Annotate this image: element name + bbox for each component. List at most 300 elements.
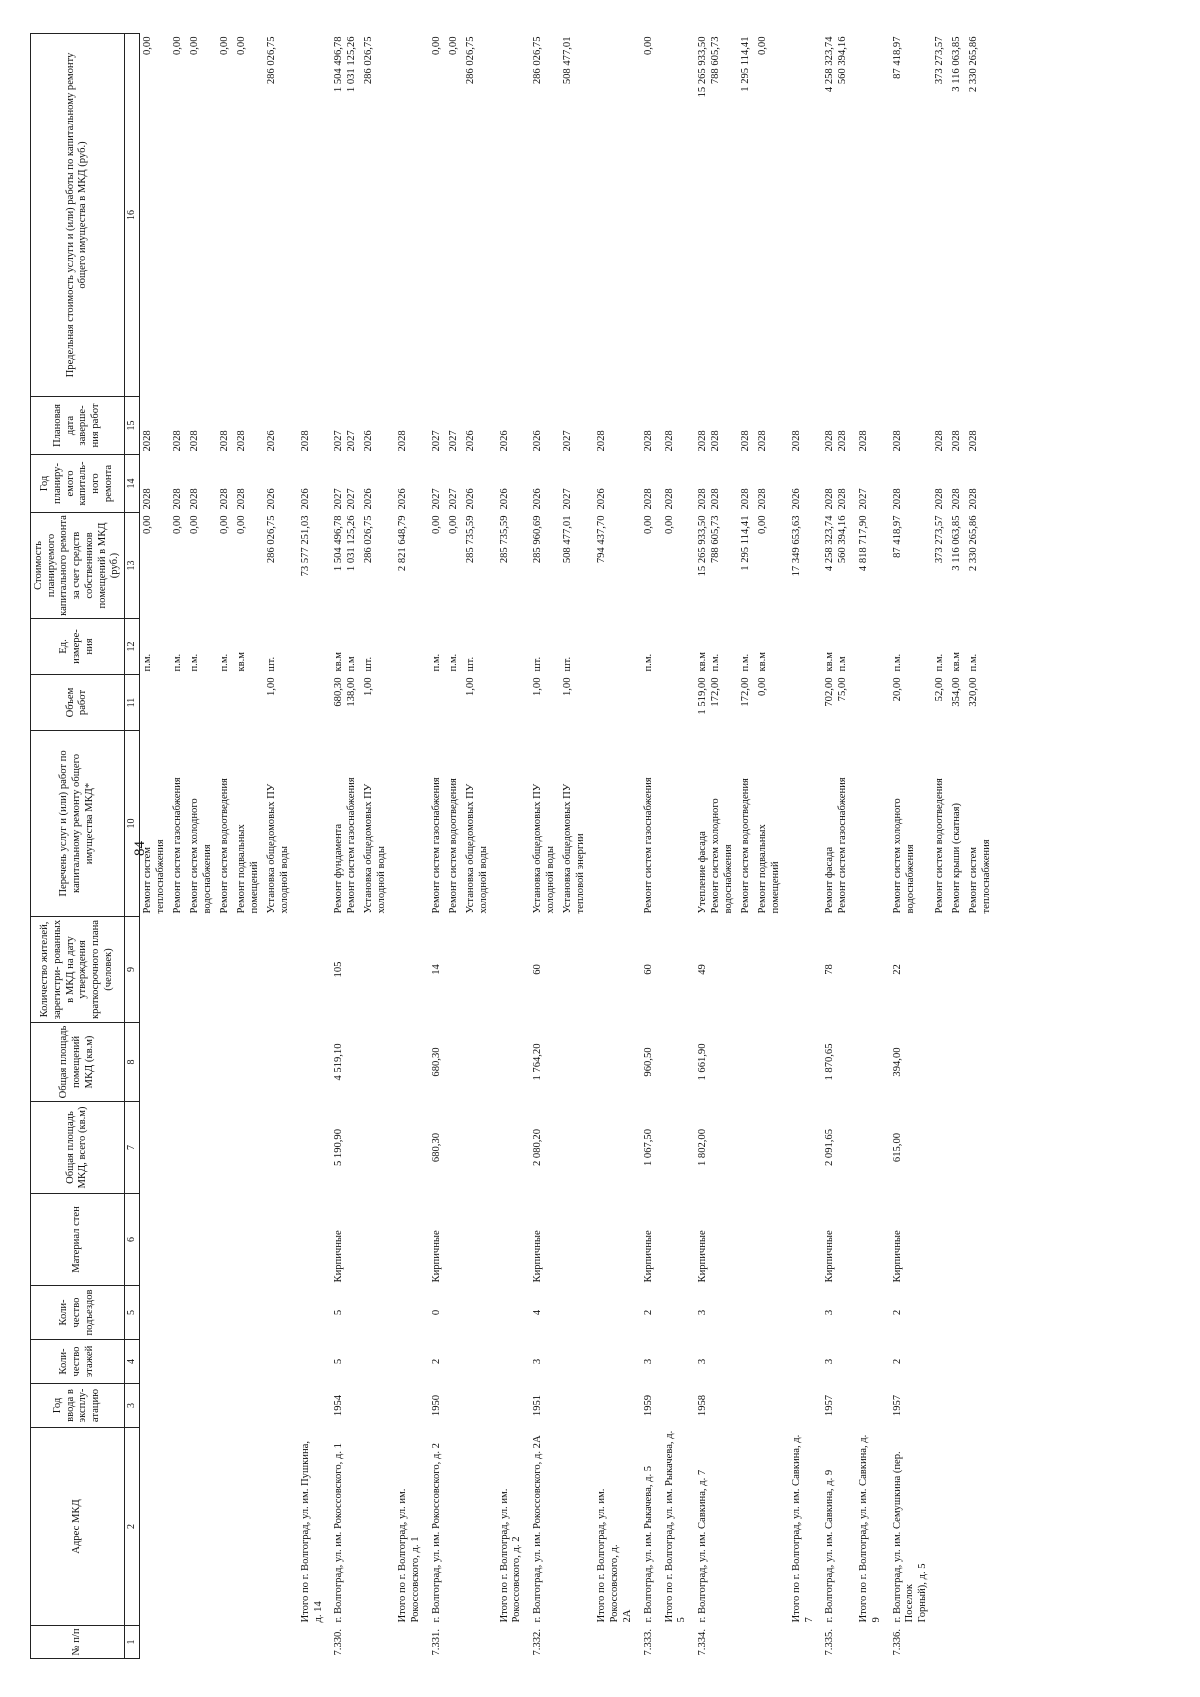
cell-premises-area [932,1023,949,1102]
cell-address [217,1428,234,1626]
cell-address [234,1428,264,1626]
cell-number: 7.336. [891,1629,903,1656]
cell-line: 2028 [642,430,654,452]
cell-floors: 2 [891,1358,903,1365]
cell-year-built [463,1384,493,1428]
cell-cost [294,513,327,619]
cell-residents [234,917,264,1023]
cell-limit-cost [691,34,738,397]
cell-repair-year [560,455,590,513]
cell-line: п.м. [188,653,200,672]
table-row-total [852,34,885,1659]
cell-limit-cost [785,34,818,397]
cell-work-type [755,731,785,917]
cell-premises-area [658,1023,691,1102]
cell-number [852,1626,885,1659]
cell-line: тепловой энергии [575,833,587,914]
cell-entrances [785,1286,818,1340]
cell-wall-material [966,1194,996,1286]
cell-end-date [590,397,636,455]
cell-address [818,1428,852,1626]
cell-residents [187,917,217,1023]
header-cell: Количество жителей, зарегистри- рованных в МКД на дату утверждения краткосрочного плана (человек) [31,917,125,1023]
cell-residents: 14 [430,964,442,975]
cell-repair-year [738,455,755,513]
cell-residents [493,917,526,1023]
cell-line: Ремонт систем газоснабжения [171,777,183,914]
cell-limit-cost [187,34,217,397]
cell-end-date [526,397,560,455]
cell-cost [738,513,755,619]
cell-unit [560,619,590,675]
cell-premises-area [187,1023,217,1102]
cell-end-date [446,397,463,455]
cell-entrances [738,1286,755,1340]
cell-volume [932,675,949,731]
cell-wall-material [361,1194,391,1286]
cell-total-area [590,1102,636,1194]
header-cell: Стоимость планируемого капитального ремонта за счет средств собственников помещений в МКД (руб.) [31,513,125,619]
cell-line: Итого по г. Волгоград, ул. им. Пушкина, д. 14 [299,1441,324,1623]
cell-cost [217,513,234,619]
cell-address [264,1428,294,1626]
cell-line: Ремонт подвальных [235,824,247,914]
cell-floors [658,1340,691,1384]
cell-address [391,1428,424,1626]
table-row [170,34,187,1659]
cell-year-built [966,1384,996,1428]
header-cell: Объем работ [31,675,125,731]
cell-entrances [217,1286,234,1340]
cell-end-date [560,397,590,455]
cell-line: 1 504 496,78 [333,515,345,572]
cell-line: 2028 [141,488,153,510]
cell-floors [785,1340,818,1384]
cell-total-area [187,1102,217,1194]
cell-unit [755,619,785,675]
cell-total-area [391,1102,424,1194]
cell-line: 2028 [968,430,980,452]
cell-work-type [425,731,446,917]
cell-cost [425,513,446,619]
cell-work-type [139,731,170,917]
cell-total-area [493,1102,526,1194]
cell-line: Ремонт систем газоснабжения [837,777,849,914]
cell-total-area: 615,00 [891,1132,903,1163]
cell-premises-area: 4 519,10 [333,1043,345,1081]
table-row [526,34,560,1659]
cell-premises-area: 680,30 [430,1047,442,1077]
cell-premises-area [294,1023,327,1102]
table-row [264,34,294,1659]
cell-limit-cost [294,34,327,397]
cell-number [493,1626,526,1659]
cell-line: 2027 [447,488,459,510]
cell-floors [966,1340,996,1384]
cell-wall-material [658,1194,691,1286]
cell-entrances [932,1286,949,1340]
cell-line: 2028 [709,430,721,452]
cell-number: 7.330. [333,1629,345,1656]
cell-line: Установка общедомовых ПУ [532,783,544,914]
cell-wall-material [264,1194,294,1286]
cell-line: 0,00 [235,515,247,535]
cell-line: 52,00 [934,677,946,702]
cell-premises-area [446,1023,463,1102]
cell-end-date [294,397,327,455]
cell-residents [463,917,493,1023]
cell-line: 87 418,97 [891,515,903,558]
cell-residents [755,917,785,1023]
cell-year-built [264,1384,294,1428]
cell-line: водоснабжения [722,844,734,914]
cell-work-type [187,731,217,917]
cell-volume [590,675,636,731]
cell-number [361,1626,391,1659]
column-number: 13 [124,513,139,619]
cell-line: 2028 [235,430,247,452]
cell-premises-area [170,1023,187,1102]
cell-line: Ремонт крыши (скатная) [951,803,963,914]
cell-wall-material [738,1194,755,1286]
cell-year-built [755,1384,785,1428]
cell-entrances [463,1286,493,1340]
cell-total-area [361,1102,391,1194]
cell-line: 2028 [188,488,200,510]
cell-work-type [785,731,818,917]
cell-residents [966,917,996,1023]
cell-line: 3 116 063,85 [951,36,963,92]
cell-entrances: 0 [430,1309,442,1316]
cell-wall-material: Кирпичные [891,1230,903,1283]
cell-total-area [852,1102,885,1194]
cell-line: 2028 [934,430,946,452]
cell-line: Ремонт систем водоотведения [739,778,751,914]
cell-cost [493,513,526,619]
cell-line: 2028 [951,488,963,510]
cell-year-built [170,1384,187,1428]
cell-floors: 3 [824,1358,836,1365]
cell-line: 1,00 [363,677,375,697]
cell-number [446,1626,463,1659]
cell-line: 2028 [756,488,768,510]
cell-work-type [852,731,885,917]
cell-line: теплоснабжения [154,839,166,914]
cell-end-date [755,397,785,455]
cell-address [139,1428,170,1626]
cell-residents [217,917,234,1023]
cell-repair-year [590,455,636,513]
cell-premises-area: 1 764,20 [532,1043,544,1081]
cell-line: 2027 [346,430,358,452]
cell-repair-year [637,455,658,513]
cell-work-type [493,731,526,917]
cell-repair-year [217,455,234,513]
cell-line: Ремонт систем водоотведения [934,778,946,914]
cell-unit [590,619,636,675]
cell-address [852,1428,885,1626]
cell-volume [139,675,170,731]
cell-year-built: 1957 [891,1394,903,1417]
cell-line: Ремонт систем [968,846,980,914]
cell-end-date [463,397,493,455]
table-row [637,34,658,1659]
cell-repair-year [493,455,526,513]
cell-limit-cost [327,34,361,397]
cell-floors [294,1340,327,1384]
cell-wall-material [493,1194,526,1286]
cell-line: 0,00 [756,515,768,535]
column-number: 12 [124,619,139,675]
cell-volume [446,675,463,731]
cell-residents [658,917,691,1023]
cell-premises-area: 960,50 [642,1047,654,1077]
cell-line: 2 821 648,79 [397,515,409,572]
cell-entrances [234,1286,264,1340]
cell-line: 1 031 125,26 [346,515,358,572]
cell-address [658,1428,691,1626]
cell-line: 2028 [696,488,708,510]
cell-line: п.м. [739,653,751,672]
cell-line: 1,00 [532,677,544,697]
cell-line: Горный), д. 5 [917,1563,929,1623]
cell-cost [446,513,463,619]
cell-line: 286 026,75 [265,36,277,85]
cell-address [755,1428,785,1626]
cell-line: шт. [464,656,476,672]
cell-end-date [637,397,658,455]
cell-cost [691,513,738,619]
cell-line: п.м [837,656,849,672]
cell-premises-area [493,1023,526,1102]
cell-address [526,1428,560,1626]
cell-line [723,37,736,394]
cell-number: 7.334. [696,1629,708,1656]
cell-year-built: 1954 [333,1394,345,1417]
column-number: 2 [124,1428,139,1626]
cell-premises-area [361,1023,391,1102]
cell-line: г. Волгоград, ул. им. Семушкина (пер. Поселок [891,1451,916,1623]
table-row-total [493,34,526,1659]
cell-line: 2028 [171,488,183,510]
cell-total-area [738,1102,755,1194]
cell-cost [932,513,949,619]
cell-cost [590,513,636,619]
cell-wall-material [785,1194,818,1286]
cell-line: Ремонт подвальных [756,824,768,914]
cell-line: кв.м [824,651,836,672]
cell-line: Ремонт систем холодного [891,798,903,914]
cell-line: водоснабжения [201,844,213,914]
table-row [818,34,852,1659]
cell-line: 87 418,97 [891,36,903,79]
cell-floors [361,1340,391,1384]
cell-repair-year [446,455,463,513]
cell-cost [949,513,966,619]
cell-total-area [932,1102,949,1194]
cell-cost [327,513,361,619]
cell-volume [391,675,424,731]
cell-residents: 60 [532,964,544,975]
cell-number [560,1626,590,1659]
cell-number [463,1626,493,1659]
cell-address [691,1428,738,1626]
cell-entrances [658,1286,691,1340]
cell-entrances [590,1286,636,1340]
cell-line: 0,00 [756,677,768,697]
cell-end-date [966,397,996,455]
cell-unit [852,619,885,675]
cell-line: 286 026,75 [265,515,277,564]
cell-wall-material [932,1194,949,1286]
cell-address [294,1428,327,1626]
cell-line: г. Волгоград, ул. им. Савкина, д. 9 [824,1469,836,1623]
cell-end-date [949,397,966,455]
cell-repair-year [658,455,691,513]
cell-work-type [691,731,738,917]
cell-address [170,1428,187,1626]
cell-wall-material [170,1194,187,1286]
column-number: 7 [124,1102,139,1194]
cell-premises-area [966,1023,996,1102]
cell-floors [170,1340,187,1384]
cell-year-built [590,1384,636,1428]
cell-repair-year [170,455,187,513]
cell-limit-cost [493,34,526,397]
cell-wall-material: Кирпичные [333,1230,345,1283]
cell-unit [294,619,327,675]
cell-number [755,1626,785,1659]
cell-address [886,1428,932,1626]
cell-line: 1,00 [265,677,277,697]
cell-repair-year [425,455,446,513]
cell-line: Ремонт систем водоотведения [218,778,230,914]
cell-residents: 49 [696,964,708,975]
cell-repair-year [463,455,493,513]
header-cell: Общая площадь МКД, всего (кв.м) [31,1102,125,1194]
cell-cost [391,513,424,619]
cell-wall-material: Кирпичные [824,1230,836,1283]
cell-total-area [560,1102,590,1194]
cell-line: 702,00 [824,677,836,707]
cell-line: 2026 [299,488,311,510]
cell-floors [932,1340,949,1384]
cell-cost [637,513,658,619]
cell-cost [526,513,560,619]
cell-line: 2028 [739,430,751,452]
cell-residents [738,917,755,1023]
cell-line: Ремонт фасада [824,846,836,914]
cell-end-date [932,397,949,455]
table-row-total [590,34,636,1659]
cell-limit-cost [818,34,852,397]
cell-line: шт. [532,656,544,672]
cell-address [446,1428,463,1626]
cell-work-type [658,731,691,917]
cell-year-built [446,1384,463,1428]
cell-line: 138,00 [346,677,358,707]
cell-volume [966,675,996,731]
cell-wall-material [217,1194,234,1286]
cell-volume [234,675,264,731]
cell-line: 2028 [141,430,153,452]
cell-end-date [785,397,818,455]
cell-cost [852,513,885,619]
cell-line: Ремонт систем водоотведения [447,778,459,914]
cell-line: шт. [363,656,375,672]
table-row-total [658,34,691,1659]
header-cell: Коли- чество этажей [31,1340,125,1384]
cell-end-date [361,397,391,455]
cell-line: 15 265 933,50 [696,36,708,98]
table-row [886,34,932,1659]
cell-entrances [755,1286,785,1340]
cell-cost [463,513,493,619]
cell-line: 2028 [951,430,963,452]
cell-total-area: 2 080,20 [532,1128,544,1167]
cell-number [391,1626,424,1659]
cell-number: 7.335. [824,1629,836,1656]
cell-work-type [949,731,966,917]
cell-repair-year [264,455,294,513]
table-row [738,34,755,1659]
cell-total-area: 1 802,00 [696,1128,708,1167]
cell-total-area: 2 091,65 [824,1128,836,1167]
cell-line: 1 295 114,41 [739,36,751,92]
cell-repair-year [294,455,327,513]
cell-year-built [391,1384,424,1428]
cell-total-area: 5 190,90 [333,1128,345,1167]
cell-floors: 3 [532,1358,544,1365]
cell-entrances: 2 [891,1309,903,1316]
cell-line: Установка общедомовых ПУ [265,783,277,914]
cell-line: шт. [562,656,574,672]
cell-line [723,678,736,728]
cell-line: Установка общедомовых ПУ [363,783,375,914]
cell-total-area [234,1102,264,1194]
cell-year-built [217,1384,234,1428]
cell-cost [234,513,264,619]
cell-line: кв.м [756,651,768,672]
table-row [966,34,996,1659]
cell-wall-material [852,1194,885,1286]
cell-line: п.м. [934,653,946,672]
cell-line: п.м. [642,653,654,672]
cell-line: 2028 [837,430,849,452]
header-cell: Год планиру- емого капиталь- ного ремонта [31,455,125,513]
cell-line: 794 437,70 [596,515,608,564]
cell-line: 2026 [464,430,476,452]
cell-work-type [886,731,932,917]
cell-floors [391,1340,424,1384]
cell-volume [560,675,590,731]
cell-limit-cost [590,34,636,397]
cell-wall-material [446,1194,463,1286]
cell-floors [446,1340,463,1384]
cell-line: 1 519,00 [696,677,708,715]
cell-volume [463,675,493,731]
cell-wall-material [560,1194,590,1286]
cell-repair-year [187,455,217,513]
table-row [361,34,391,1659]
cell-work-type [391,731,424,917]
cell-line: 2028 [739,488,751,510]
cell-repair-year [966,455,996,513]
cell-line: Ремонт систем холодного [709,798,721,914]
cell-address [560,1428,590,1626]
cell-line: 354,00 [951,677,963,707]
cell-line: 15 265 933,50 [696,515,708,577]
